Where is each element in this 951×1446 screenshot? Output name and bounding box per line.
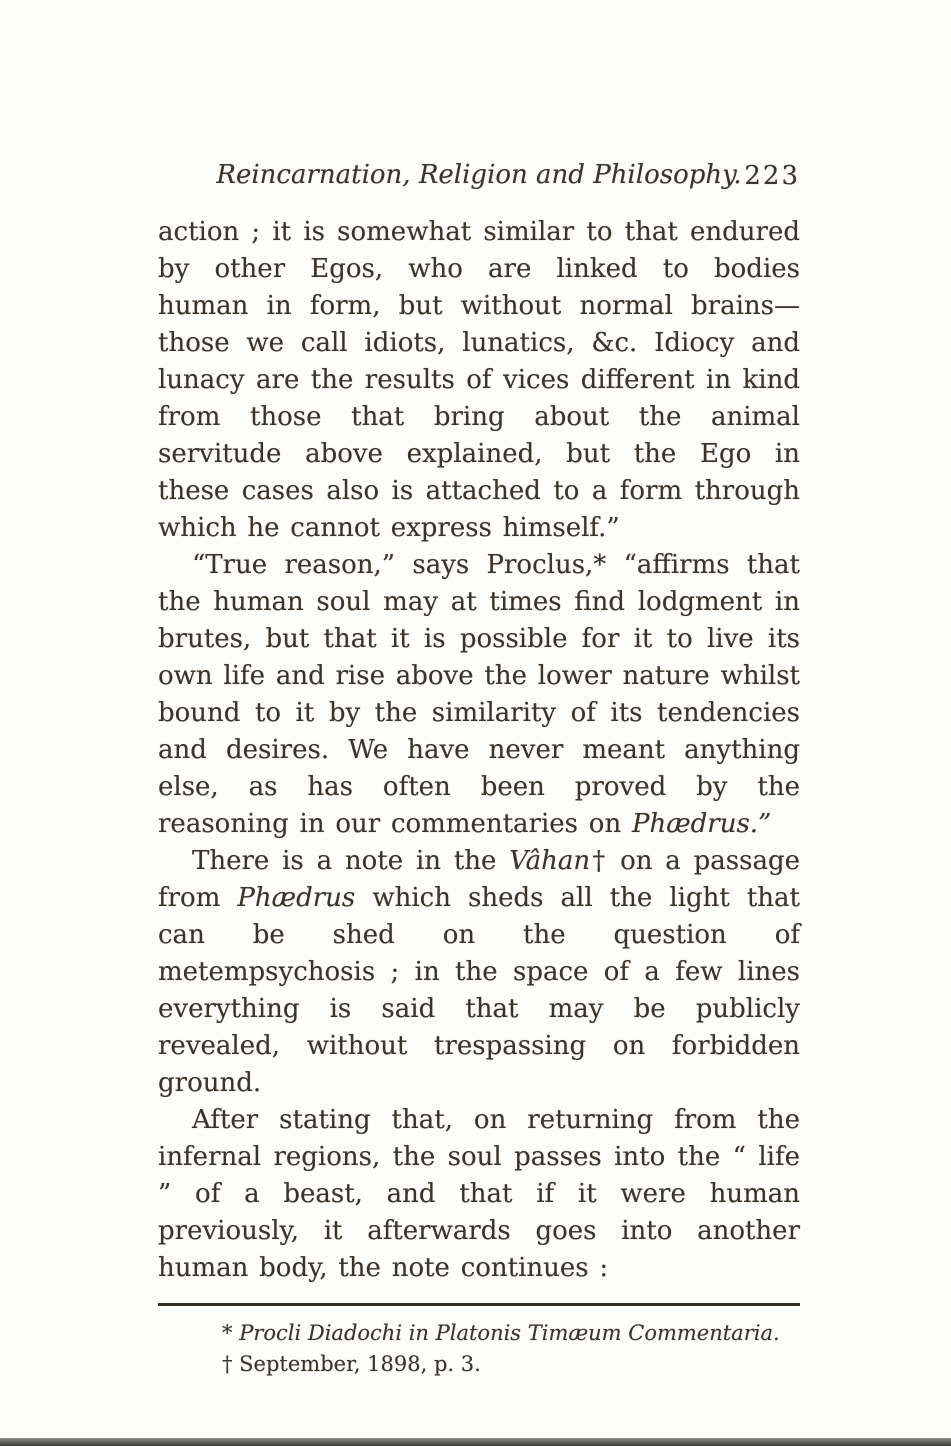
paragraph	[158, 843, 800, 1102]
text-segment: Phædrus	[237, 883, 356, 913]
footnote	[222, 1349, 800, 1380]
text-segment: which sheds all the light that can be shed on the question of metempsychosis ; in the space of a few lines everything is said that may be publicly revealed, without trespassing on forbidden ground.	[158, 883, 800, 1098]
text-segment: After stating that, on returning from the infernal regions, the soul passes into the “ life ” of a beast, and that if it were human previously, it afterwards goes into another human body, the note continues :	[158, 1105, 800, 1283]
text-segment: *	[222, 1321, 240, 1345]
text-segment: Vâhan	[509, 846, 591, 876]
footnote-rule	[158, 1303, 800, 1306]
page-number: 223	[744, 161, 800, 191]
text-segment: † on a passage from	[158, 846, 800, 913]
footnotes	[158, 1318, 800, 1380]
body-paragraphs	[158, 214, 800, 1287]
text-segment: Phædrus.”	[631, 809, 772, 839]
text-segment: There is a note in the	[192, 846, 510, 876]
text-segment: Procli Diadochi in Platonis Timæum Commentaria.	[239, 1321, 780, 1345]
text-segment: action ; it is somewhat similar to that endured by other Egos, who are linked to bodies human in form, but without normal brains—those we call idiots, lunatics, &c. Idiocy and lunacy are the results of vices different in kind from those that bring about the animal servitude above explained, but the Ego in these cases also is attached to a form through which he cannot express himself.”	[158, 217, 800, 543]
text-segment: “True reason,” says Proclus,* “affirms that the human soul may at times find lodgment in brutes, but that it is possible for it to live its own life and rise above the lower nature whilst bound to it by the similarity of its tendencies and desires. We have never meant anything else, as has often been proved by the reasoning in our commentaries on	[158, 550, 800, 839]
text-block	[158, 160, 800, 1380]
footnote	[222, 1318, 800, 1349]
running-title: Reincarnation, Religion and Philosophy.	[216, 160, 742, 190]
paragraph	[158, 214, 800, 547]
paragraph	[158, 1102, 800, 1287]
page-header	[158, 160, 800, 190]
paragraph	[158, 547, 800, 843]
page-bottom-edge	[0, 1438, 951, 1446]
text-segment: † September, 1898, p. 3.	[222, 1352, 481, 1376]
